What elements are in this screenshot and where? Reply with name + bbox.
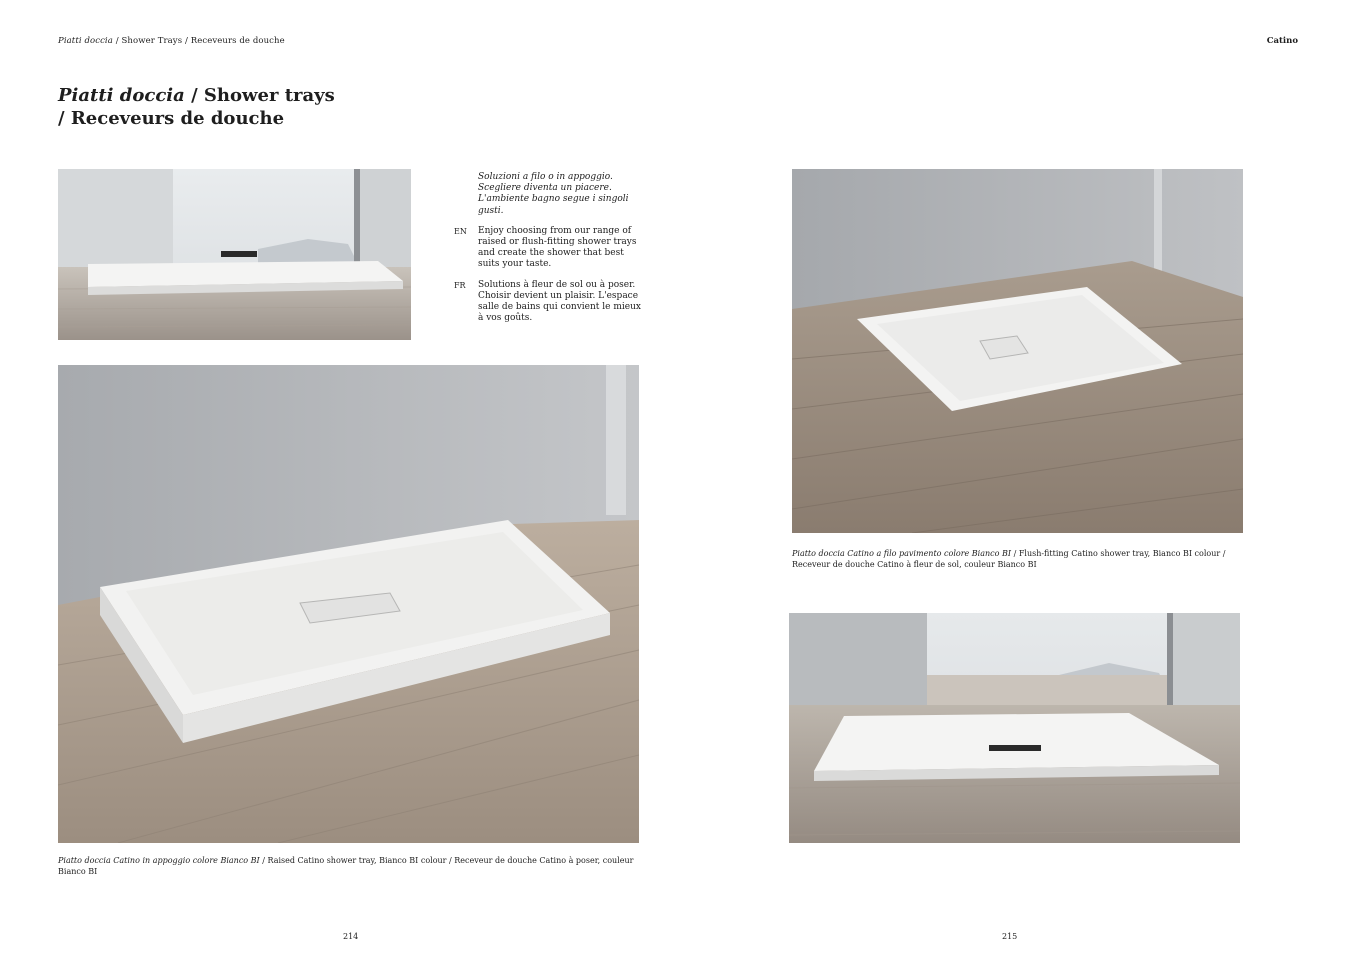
intro-italian: Soluzioni a filo o in appoggio. Scegliere diventa un piacere. L'ambiente bagno segue i singoli gusti. — [478, 172, 629, 216]
breadcrumb-italic: Piatti doccia — [58, 36, 113, 46]
photo-raised-tray-large — [58, 365, 639, 843]
lang-label-en: EN — [454, 226, 467, 236]
caption-left — [58, 855, 658, 877]
page-number-right: 215 — [1002, 932, 1018, 941]
photo-flush-tray — [792, 169, 1243, 533]
section-label: Catino — [1266, 36, 1298, 46]
page-number-left: 214 — [343, 932, 359, 941]
title-italic: Piatti doccia — [58, 85, 185, 106]
title-rest: / Shower trays — [184, 85, 335, 106]
title-line2: / Receveurs de douche — [58, 108, 285, 129]
photo-raised-tray-sea-view-right — [789, 613, 1240, 843]
breadcrumb-rest: / Shower Trays / Receveurs de douche — [112, 36, 285, 46]
breadcrumb — [58, 36, 285, 46]
lang-label-fr: FR — [454, 280, 466, 290]
caption-right-rest: / Flush-fitting Catino shower tray, Bianco BI colour / Receveur de douche Catino à fleur de sol, couleur Bianco BI — [792, 549, 1226, 569]
intro-en — [454, 226, 644, 271]
intro-fr-text: Solutions à fleur de sol ou à poser. Choisir devient un plaisir. L'espace salle de bains qui convient le mieux à vos goûts. — [478, 279, 641, 324]
page-title — [58, 84, 335, 130]
caption-right — [792, 548, 1244, 570]
caption-left-rest: / Raised Catino shower tray, Bianco BI colour / Receveur de douche Catino à poser, couleur Bianco BI — [58, 856, 634, 876]
intro-en-text: Enjoy choosing from our range of raised or flush-fitting shower trays and create the shower that best suits your taste. — [478, 225, 637, 270]
caption-left-italic: Piatto doccia Catino in appoggio colore Bianco BI — [58, 856, 260, 865]
photo-raised-tray-sea-view — [58, 169, 411, 340]
intro-fr — [454, 280, 644, 325]
caption-right-italic: Piatto doccia Catino a filo pavimento colore Bianco BI — [792, 549, 1012, 558]
intro-text — [454, 172, 644, 333]
